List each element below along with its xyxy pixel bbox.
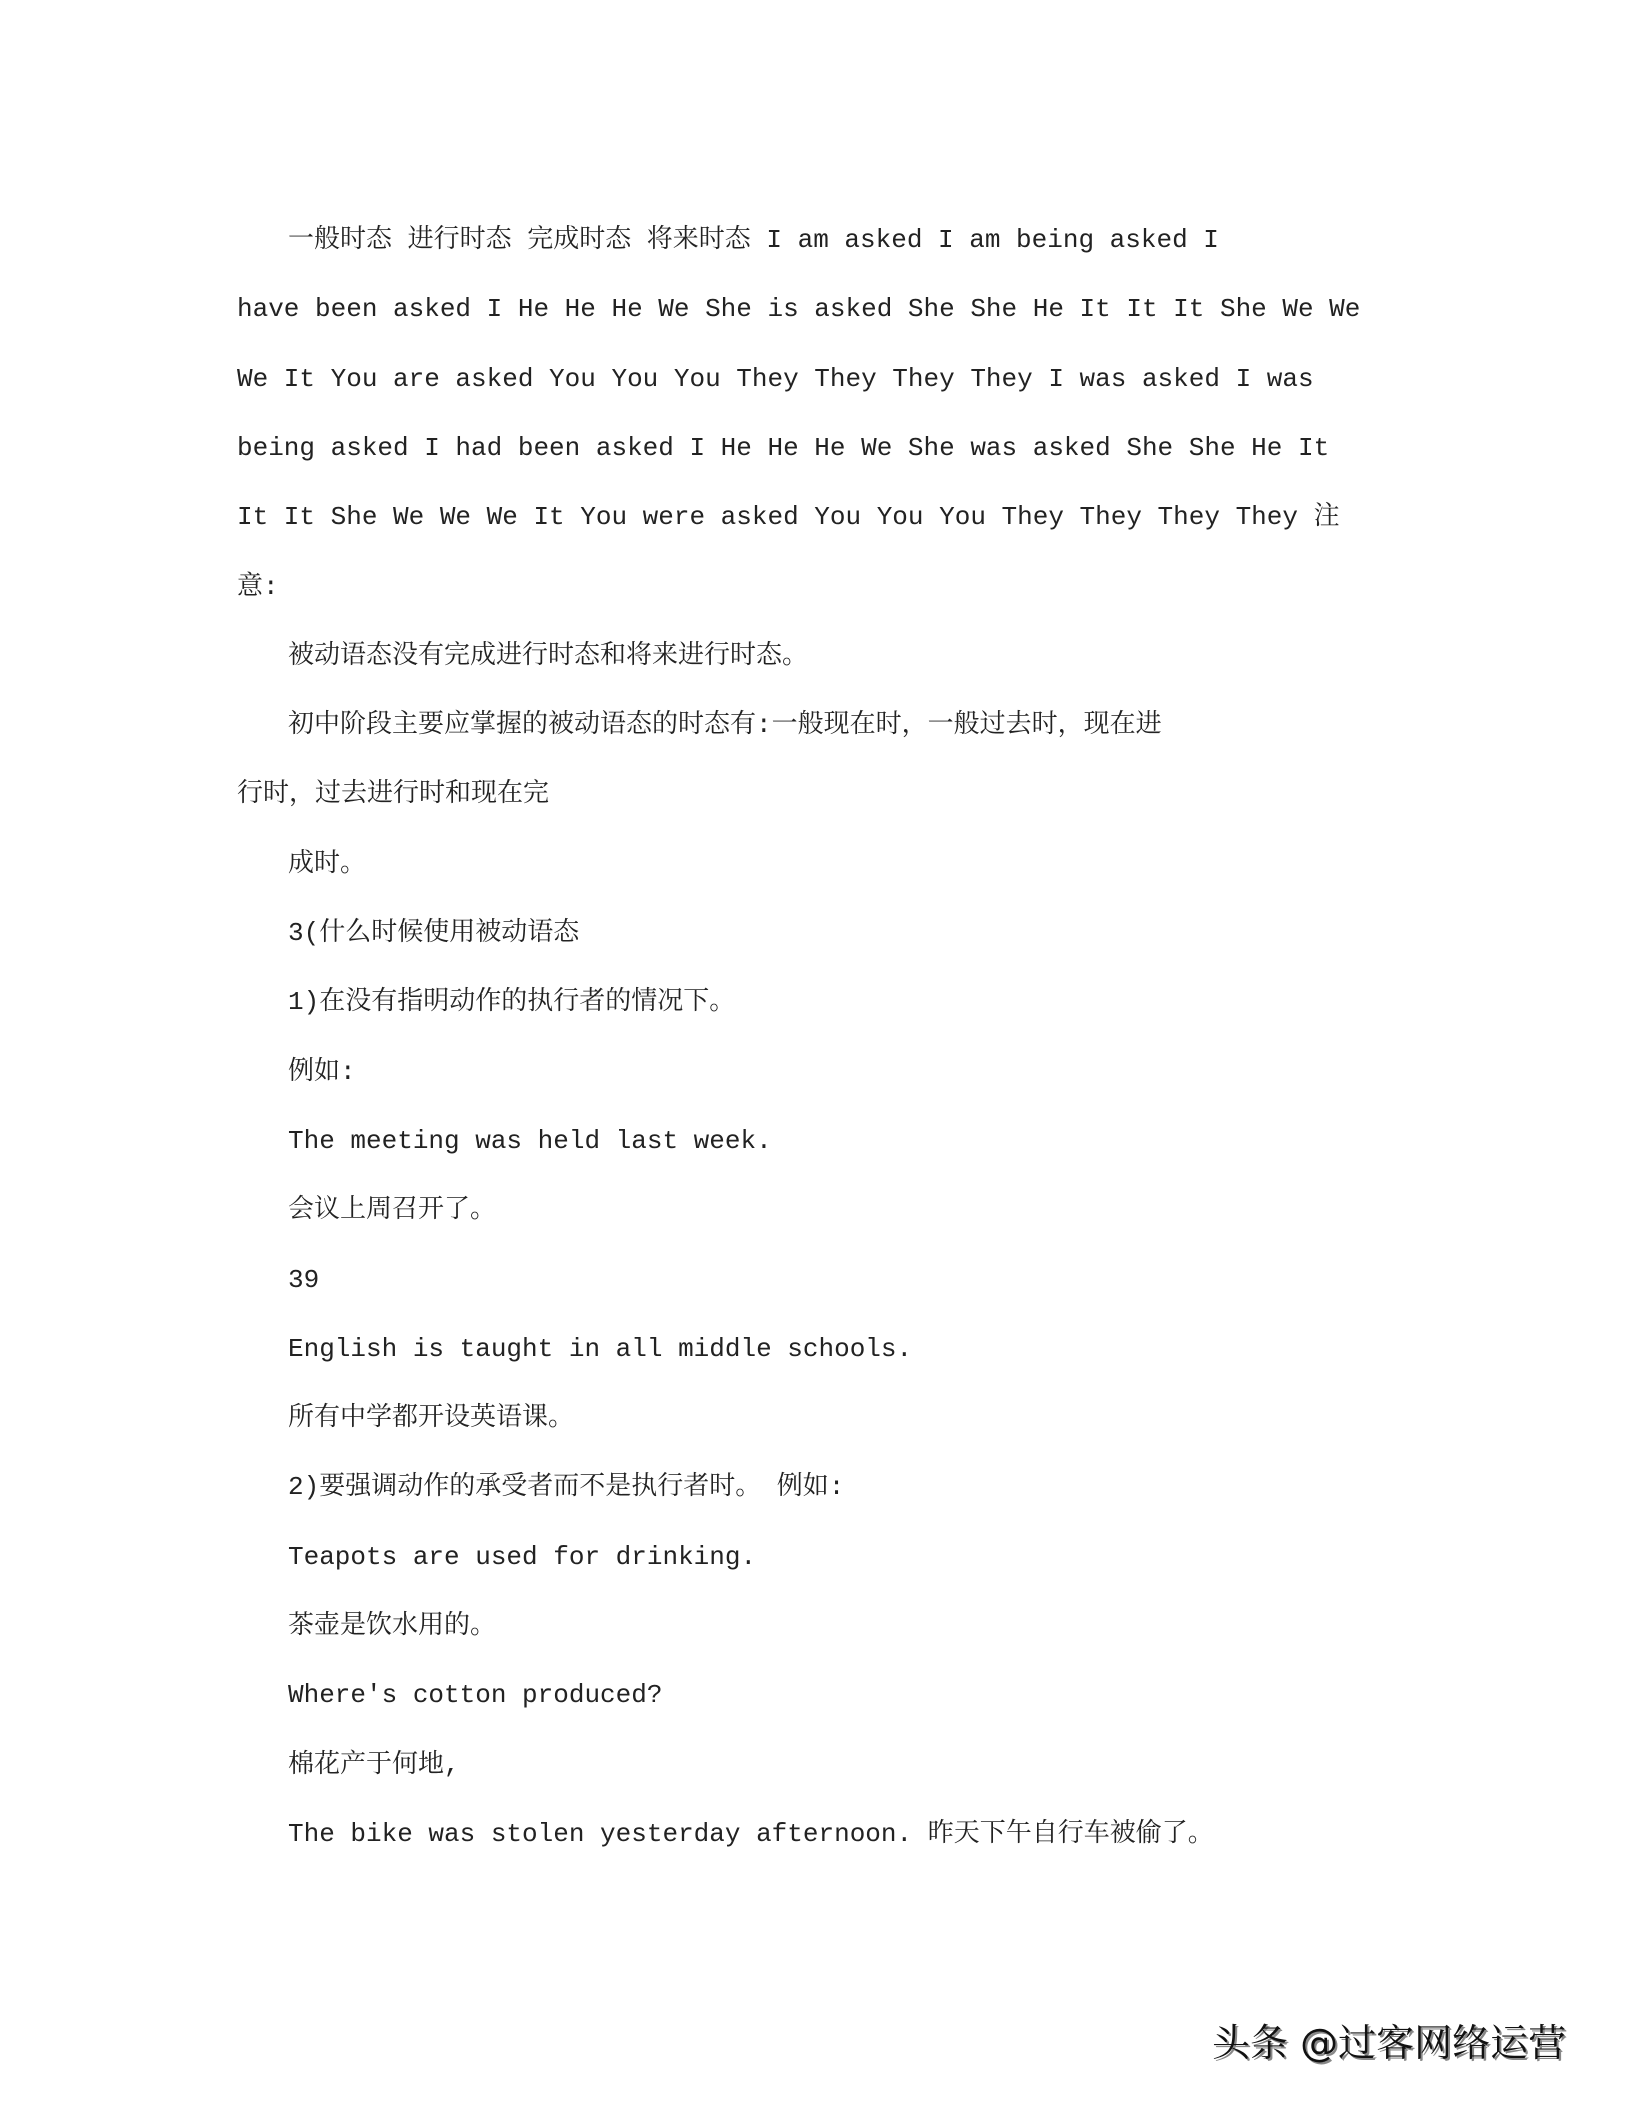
text-line: have been asked I He He He We She is asked She She He It It It She We We: [237, 294, 1361, 325]
text-line: 1)在没有指明动作的执行者的情况下。: [288, 987, 736, 1018]
text-line: 被动语态没有完成进行时态和将来进行时态。: [288, 640, 809, 671]
text-line: 会议上周召开了。: [288, 1195, 497, 1226]
text-line: 39: [288, 1264, 320, 1295]
text-line: The meeting was held last week.: [288, 1125, 772, 1156]
text-line: 行时，过去进行时和现在完: [237, 779, 550, 810]
watermark: 头条 @过客网络运营: [1212, 2021, 1567, 2065]
text-line: 2)要强调动作的承受者而不是执行者时。 例如:: [288, 1472, 845, 1503]
text-line: Teapots are used for drinking.: [288, 1541, 757, 1572]
text-line: 所有中学都开设英语课。: [288, 1403, 575, 1434]
text-line: We It You are asked You You You They They They They I was asked I was: [237, 363, 1314, 394]
text-line: 意:: [237, 571, 279, 602]
text-line: being asked I had been asked I He He He We She was asked She She He It: [237, 432, 1330, 463]
text-line: The bike was stolen yesterday afternoon. 昨天下午自行车被偷了。: [288, 1818, 1214, 1849]
text-line: It It She We We We It You were asked You You You They They They They 注: [237, 502, 1340, 533]
text-line: 一般时态 进行时态 完成时态 将来时态 I am asked I am being asked I: [288, 225, 1219, 255]
text-line: Where's cotton produced?: [288, 1680, 663, 1711]
text-line: 3(什么时候使用被动语态: [288, 918, 580, 948]
text-line: 棉花产于何地,: [288, 1749, 460, 1780]
text-line: 初中阶段主要应掌握的被动语态的时态有:一般现在时，一般过去时，现在进: [288, 710, 1162, 741]
text-line: English is taught in all middle schools.: [288, 1333, 913, 1364]
text-line: 例如:: [288, 1056, 356, 1087]
text-line: 茶壶是饮水用的。: [288, 1611, 497, 1641]
text-line: 成时。: [288, 848, 367, 879]
